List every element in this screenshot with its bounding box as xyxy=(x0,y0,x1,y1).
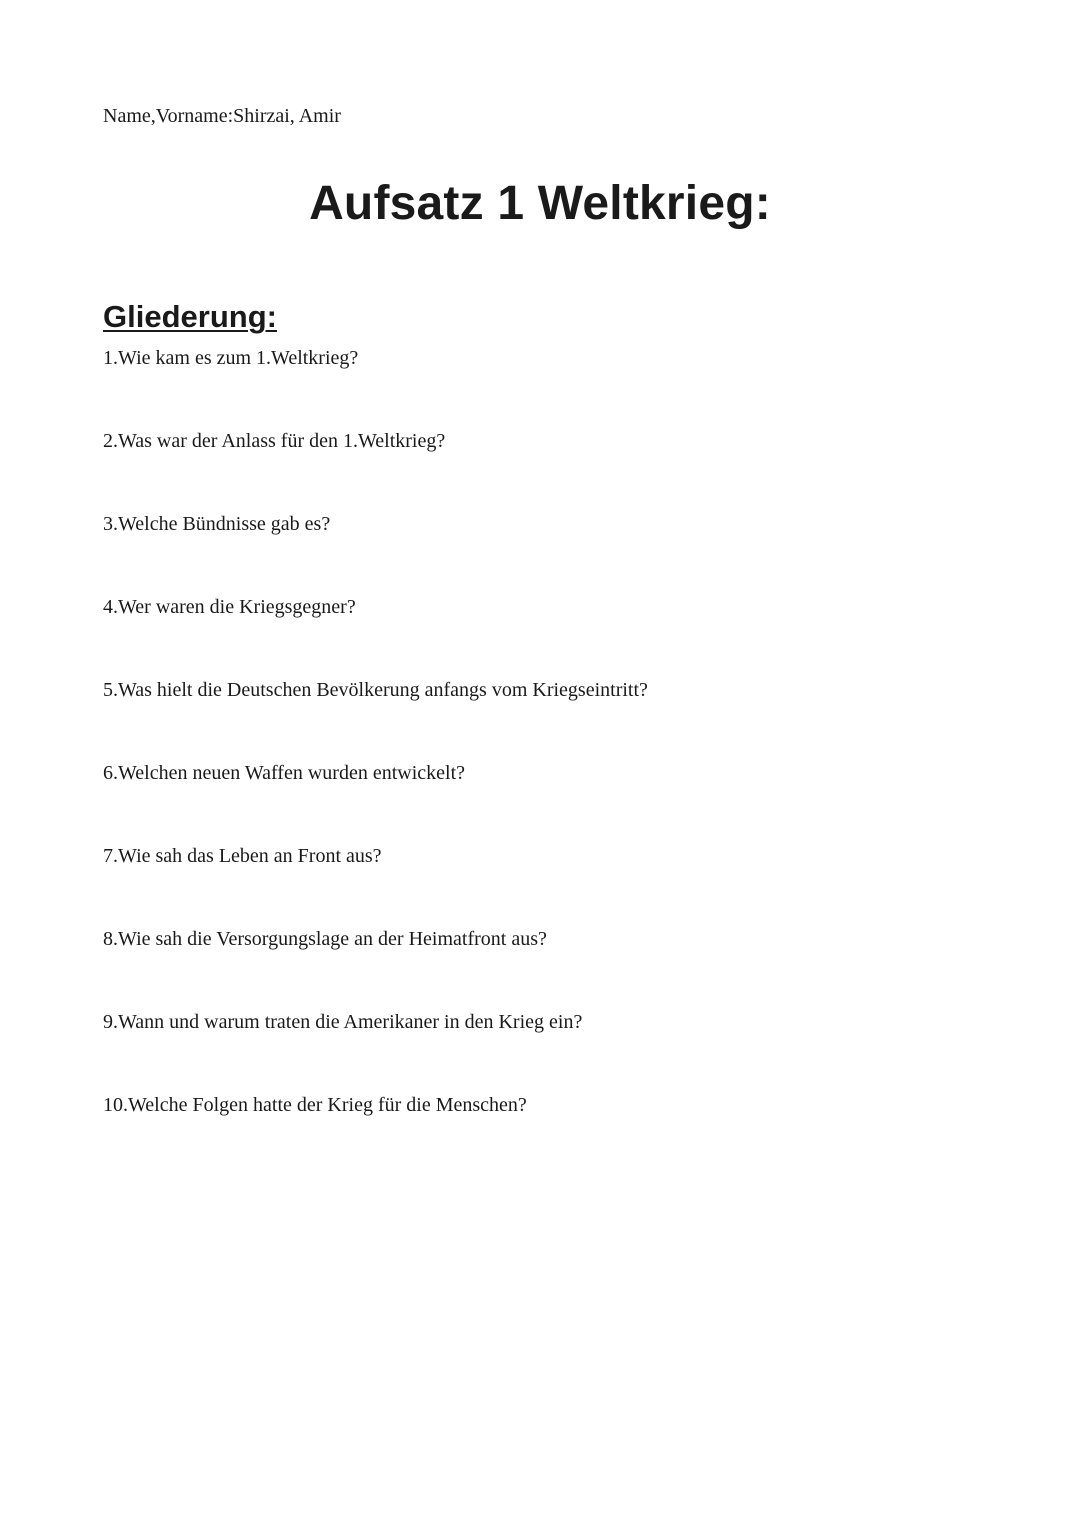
outline-item: 3.Welche Bündnisse gab es? xyxy=(103,513,331,535)
outline-item: 5.Was hielt die Deutschen Bevölkerung anfangs vom Kriegseintritt? xyxy=(103,679,648,701)
name-line: Name,Vorname:Shirzai, Amir xyxy=(103,105,341,127)
section-heading-gliederung: Gliederung: xyxy=(103,299,277,334)
outline-list xyxy=(103,345,648,1175)
document-title: Aufsatz 1 Weltkrieg: xyxy=(309,177,771,230)
outline-item: 10.Welche Folgen hatte der Krieg für die Menschen? xyxy=(103,1094,527,1116)
outline-item: 7.Wie sah das Leben an Front aus? xyxy=(103,845,382,867)
outline-item: 2.Was war der Anlass für den 1.Weltkrieg? xyxy=(103,430,446,452)
outline-item: 1.Wie kam es zum 1.Weltkrieg? xyxy=(103,347,359,369)
outline-item: 8.Wie sah die Versorgungslage an der Heimatfront aus? xyxy=(103,928,547,950)
outline-item: 9.Wann und warum traten die Amerikaner in den Krieg ein? xyxy=(103,1011,583,1033)
outline-item: 6.Welchen neuen Waffen wurden entwickelt? xyxy=(103,762,466,784)
outline-item: 4.Wer waren die Kriegsgegner? xyxy=(103,596,356,618)
